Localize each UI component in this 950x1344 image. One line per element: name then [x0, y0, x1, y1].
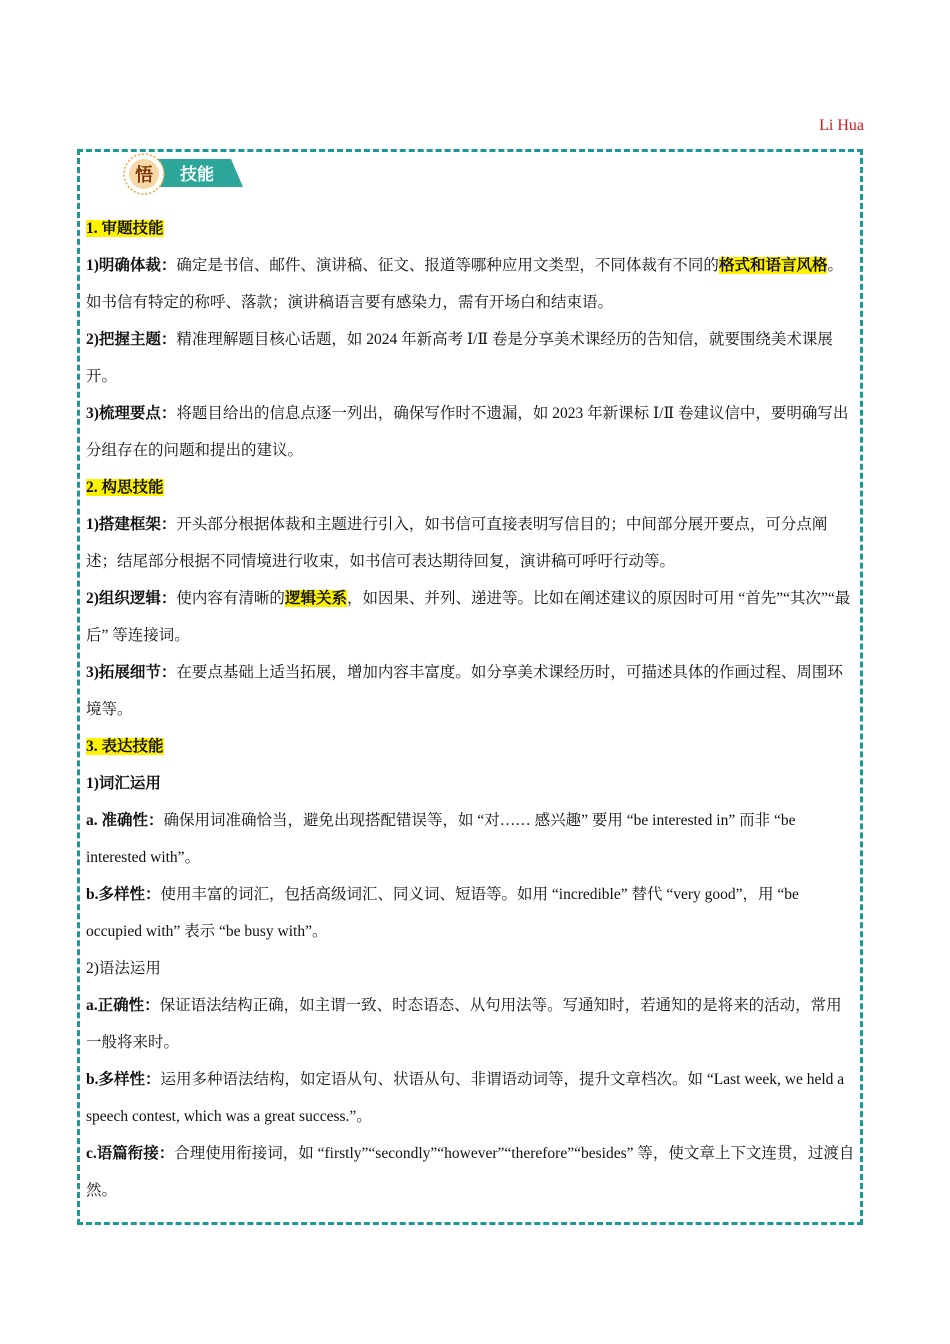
paragraph: 3)梳理要点：将题目给出的信息点逐一列出，确保写作时不遗漏，如 2023 年新课标 Ⅰ/Ⅱ 卷建议信中，要明确写出分组存在的问题和提出的建议。	[86, 405, 849, 459]
skill-badge	[123, 153, 243, 195]
author-name: Li Hua	[819, 117, 864, 134]
section-heading: 2. 构思技能	[86, 479, 164, 496]
paragraph: 2)组织逻辑：使内容有清晰的逻辑关系，如因果、并列、递进等。比如在阐述建议的原因时可用 “首先”“其次”“最后” 等连接词。	[86, 590, 851, 644]
paragraph: a.正确性：保证语法结构正确，如主谓一致、时态语态、从句用法等。写通知时，若通知的是将来的活动，常用一般将来时。	[86, 997, 842, 1051]
paragraph: 2)把握主题：精准理解题目核心话题，如 2024 年新高考 Ⅰ/Ⅱ 卷是分享美术课经历的告知信，就要围绕美术课展开。	[86, 331, 833, 385]
paragraph: a. 准确性：确保用词准确恰当，避免出现搭配错误等，如 “对…… 感兴趣” 要用 “be interested in” 而非 “be interested with”。	[86, 812, 796, 866]
paragraph: 1)搭建框架：开头部分根据体裁和主题进行引入，如书信可直接表明写信目的；中间部分展开要点，可分点阐述；结尾部分根据不同情境进行收束，如书信可表达期待回复，演讲稿可呼吁行动等。	[86, 516, 828, 570]
paragraph: b.多样性：运用多种语法结构，如定语从句、状语从句、非谓语动词等，提升文章档次。如 “Last week, we held a speech contest, which was a great success.”。	[86, 1071, 845, 1125]
paragraph: 3)拓展细节：在要点基础上适当拓展，增加内容丰富度。如分享美术课经历时，可描述具体的作画过程、周围环境等。	[86, 664, 843, 718]
document-body	[86, 210, 856, 1209]
subsection-heading: 2)语法运用	[86, 960, 161, 977]
paragraph: b.多样性：使用丰富的词汇，包括高级词汇、同义词、短语等。如用 “incredible” 替代 “very good”，用 “be occupied with” 表示 “be busy with”。	[86, 886, 799, 940]
section-heading: 3. 表达技能	[86, 738, 164, 755]
badge-circle-char: 悟	[135, 165, 153, 186]
paragraph: c.语篇衔接：合理使用衔接词，如 “firstly”“secondly”“however”“therefore”“besides” 等，使文章上下文连贯，过渡自然。	[86, 1145, 855, 1199]
subsection-heading: 1)词汇运用	[86, 775, 161, 792]
section-heading: 1. 审题技能	[86, 220, 164, 237]
paragraph: 1)明确体裁：确定是书信、邮件、演讲稿、征文、报道等哪种应用文类型，不同体裁有不同的格式和语言风格。如书信有特定的称呼、落款；演讲稿语言要有感染力，需有开场白和结束语。	[86, 257, 843, 311]
badge-graphic	[123, 153, 243, 195]
badge-label: 技能	[180, 165, 214, 185]
